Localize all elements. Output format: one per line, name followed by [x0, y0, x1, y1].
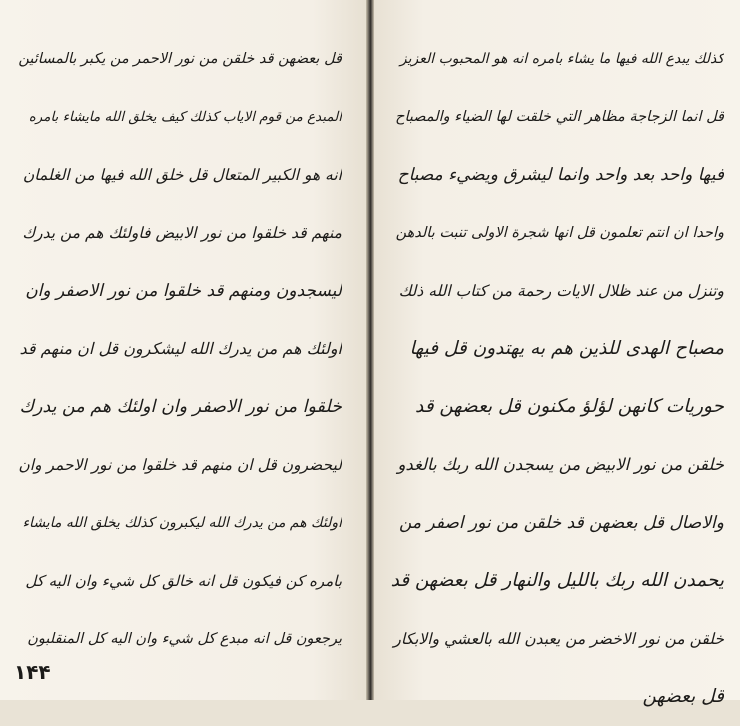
text-line: خلقن من نور الابيض من يسجدن الله ربك بالغدو — [397, 455, 724, 474]
text-line: خلقوا من نور الاصفر وان اولئك هم من يدرك — [19, 397, 342, 417]
text-line: ليحضرون قل ان منهم قد خلقوا من نور الاحمر وان — [18, 456, 342, 474]
text-line: اولئك هم من يدرك الله ليكبرون كذلك يخلق الله مايشاء — [22, 515, 342, 531]
left-page — [0, 0, 368, 700]
text-line: بامره كن فيكون قل انه خالق كل شيء وان اليه كل — [25, 572, 342, 590]
text-line: فيها واحد بعد واحد وانما ليشرق ويضيء مصباح — [397, 165, 724, 185]
left-page-text — [18, 30, 342, 668]
text-line: قل بعضهن قد خلقن من نور الاحمر من يكبر بالمسائين — [18, 51, 342, 67]
text-line: يحمدن الله ربك بالليل والنهار قل بعضهن قد — [390, 570, 724, 591]
right-page-text — [390, 30, 724, 726]
page-number: ۱۴۴ — [14, 660, 51, 684]
text-line: والاصال قل بعضهن قد خلقن من نور اصفر من — [399, 513, 724, 533]
text-line: خلقن من نور الاخضر من يعبدن الله بالعشي والابكار — [393, 630, 724, 648]
text-line: اولئك هم من يدرك الله ليشكرون قل ان منهم قد — [19, 339, 342, 358]
text-line: ليسجدون ومنهم قد خلقوا من نور الاصفر وان — [25, 281, 342, 301]
text-line: قل بعضهن — [642, 686, 724, 707]
book-gutter — [366, 0, 374, 700]
text-line: انه هو الكبير المتعال قل خلق الله فيها من الغلمان — [22, 166, 342, 184]
right-page — [368, 0, 740, 707]
text-line: حوريات كانهن لؤلؤ مكنون قل بعضهن قد — [415, 396, 724, 417]
text-line: المبدع من قوم الاياب كذلك كيف يخلق الله مايشاء بامره — [28, 109, 342, 125]
text-line: مصباح الهدى للذين هم به يهتدون قل فيها — [409, 338, 724, 359]
text-line: وتنزل من عند ظلال الايات رحمة من كتاب الله ذلك — [398, 282, 724, 300]
text-line: يرجعون قل انه مبدع كل شيء وان اليه كل المنقلبون — [27, 631, 342, 647]
text-line: منهم قد خلقوا من نور الابيض فاولئك هم من يدرك — [22, 224, 342, 242]
text-line: كذلك يبدع الله فيها ما يشاء بامره انه هو المحبوب العزيز — [399, 51, 724, 67]
text-line: واحدا ان انتم تعلمون قل انها شجرة الاولى تنبت بالدهن — [395, 225, 724, 241]
text-line: قل انما الزجاجة مظاهر التي خلقت لها الضياء والمصباح — [395, 109, 724, 125]
